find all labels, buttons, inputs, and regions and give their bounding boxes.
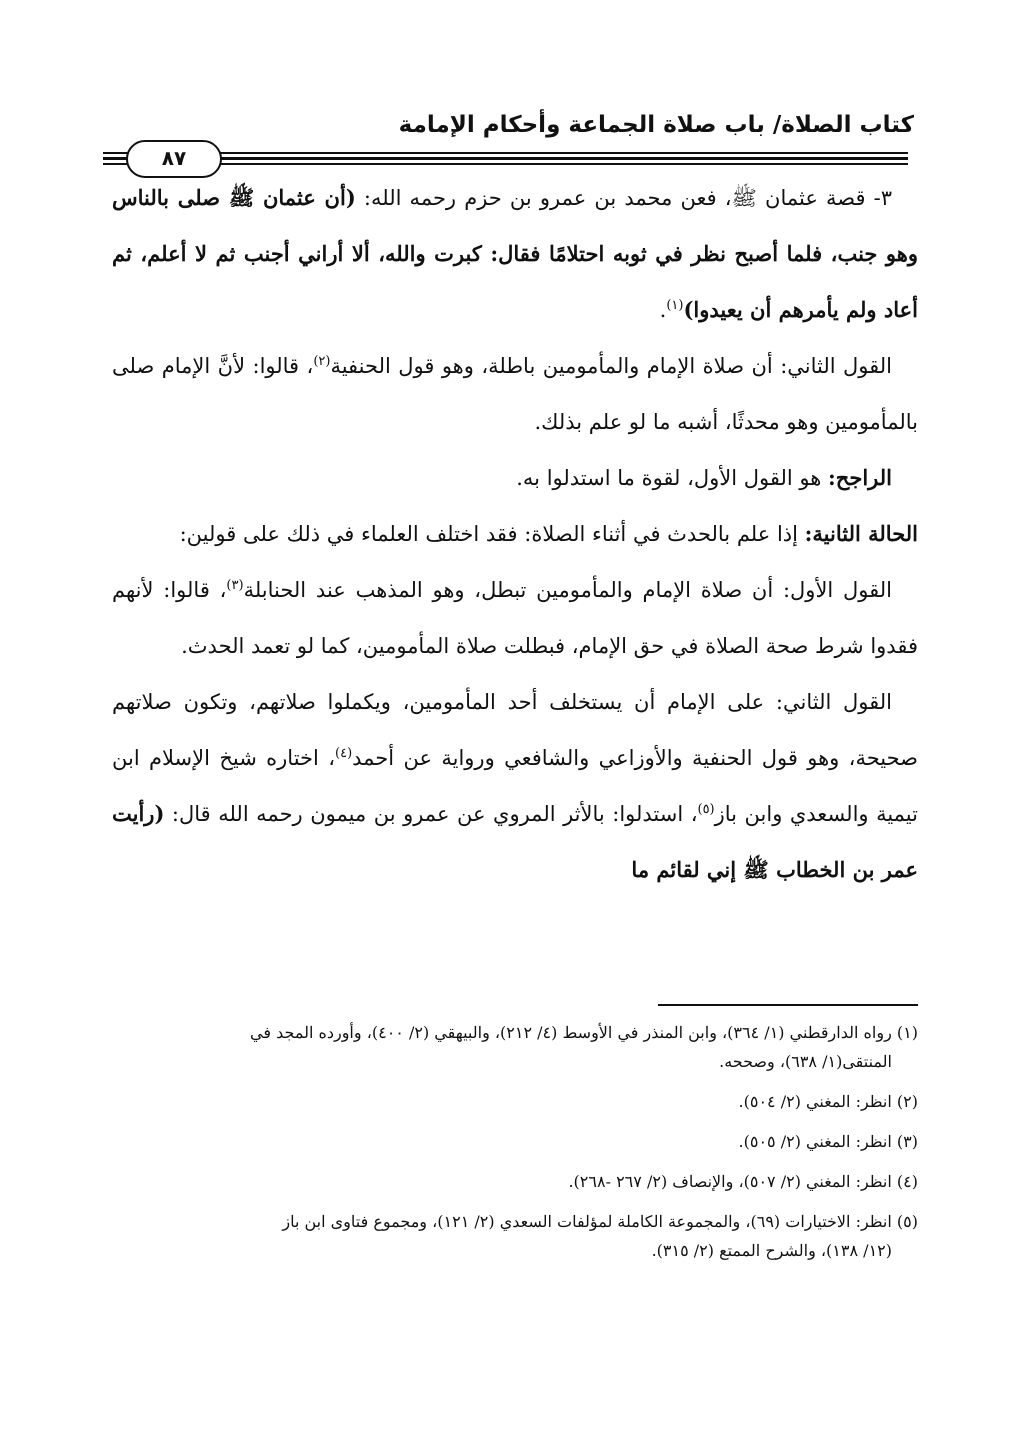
paragraph-4-text: إذا علم بالحدث في أثناء الصلاة: فقد اختلف العلماء في ذلك على قولين: bbox=[179, 522, 798, 546]
footnote-ref-4[interactable]: (٤) bbox=[335, 746, 353, 761]
paragraph-6-quote: (رأيت عمر بن الخطاب ﷺ إني لقائم ما bbox=[112, 801, 918, 882]
header-rule-line-middle bbox=[103, 157, 908, 160]
footnote-ref-3[interactable]: (٣) bbox=[226, 578, 244, 593]
paragraph-6-rest: ، استدلوا: بالأثر المروي عن عمرو بن ميمون رحمه الله قال: bbox=[171, 802, 698, 826]
paragraph-2-rest: ، قالوا: لأنَّ الإمام صلى بالمأمومين وهو محدثًا، أشبه ما لو علم بذلك. bbox=[112, 354, 918, 434]
header-rule bbox=[103, 150, 908, 166]
paragraph-5-rest: ، قالوا: لأنهم فقدوا شرط صحة الصلاة في حق الإمام، فبطلت صلاة المأمومين، كما لو تعمد الحدث. bbox=[112, 578, 918, 658]
page-number: ٨٧ bbox=[126, 140, 222, 178]
footnote-number: (٤) bbox=[896, 1172, 918, 1191]
paragraph-2-text: القول الثاني: أن صلاة الإمام والمأمومين باطلة، وهو قول الحنفية bbox=[330, 354, 893, 378]
footnote-4 bbox=[112, 1167, 918, 1196]
paragraph-1: ٣- قصة عثمان ﷺ، فعن محمد بن عمرو بن حزم رحمه الله: (أن عثمان ﷺ صلى بالناس وهو جنب، فلما أصبح نظر في ثوبه احتلامًا فقال: كبرت والله، ألا أراني أجنب ثم لا أعلم، ثم أعاد ولم يأمرهم أن يعيدوا)$^{(١)}$. bbox=[112, 185, 918, 322]
paragraph-6 bbox=[112, 674, 918, 898]
footnote-continuation: (١٢/ ١٣٨)، والشرح الممتع (٢/ ٣١٥). bbox=[651, 1241, 892, 1260]
paragraph-3-text: هو القول الأول، لقوة ما استدلوا به. bbox=[516, 466, 822, 490]
footnote-separator bbox=[658, 1004, 918, 1006]
footnote-text: انظر: المغني (٢/ ٥٠٧)، والإنصاف (٢/ ٢٦٧ -٢٦٨). bbox=[568, 1172, 892, 1191]
running-title: كتاب الصلاة/ باب صلاة الجماعة وأحكام الإمامة bbox=[398, 112, 914, 138]
paragraph-4-label: الحالة الثانية: bbox=[804, 521, 918, 546]
paragraph-3 bbox=[112, 450, 918, 506]
footnote-2 bbox=[112, 1087, 918, 1116]
footnote-3 bbox=[112, 1127, 918, 1156]
paragraph-5-text: القول الأول: أن صلاة الإمام والمأمومين تبطل، وهو المذهب عند الحنابلة bbox=[243, 578, 892, 602]
footnote-ref-1[interactable]: (١) bbox=[666, 298, 684, 313]
header-rule-line-bottom bbox=[103, 163, 908, 165]
paragraph-2 bbox=[112, 338, 918, 450]
paragraph-3-label: الراجح: bbox=[828, 465, 892, 490]
footnote-number: (١) bbox=[896, 1023, 918, 1042]
header-rule-line-top bbox=[103, 152, 908, 154]
footnote-text: انظر: الاختيارات (٦٩)، والمجموعة الكاملة لمؤلفات السعدي (٢/ ١٢١)، ومجموع فتاوى ابن باز bbox=[282, 1212, 892, 1231]
footnote-text: انظر: المغني (٢/ ٥٠٤). bbox=[738, 1092, 892, 1111]
paragraph-5 bbox=[112, 562, 918, 674]
paragraph-6-text: القول الثاني: على الإمام أن يستخلف أحد المأمومين، ويكملوا صلاتهم، وتكون صلاتهم صحيحة، وهو قول الحنفية والأوزاعي والشافعي ورواية عن أحمد bbox=[112, 690, 918, 770]
footnote-ref-5[interactable]: (٥) bbox=[697, 802, 715, 817]
footnote-number: (٣) bbox=[896, 1132, 918, 1151]
footnote-5 bbox=[112, 1207, 918, 1265]
footnotes bbox=[112, 1018, 918, 1276]
footnote-ref-2[interactable]: (٢) bbox=[313, 354, 331, 369]
footnote-text: رواه الدارقطني (١/ ٣٦٤)، وابن المنذر في الأوسط (٤/ ٢١٢)، والبيهقي (٢/ ٤٠٠)، وأورده المجد في bbox=[250, 1023, 892, 1042]
paragraph-4 bbox=[112, 506, 918, 562]
footnote-1 bbox=[112, 1018, 918, 1076]
main-text bbox=[112, 170, 918, 898]
footnote-text: انظر: المغني (٢/ ٥٠٥). bbox=[738, 1132, 892, 1151]
paragraph-6-mid: ، اختاره شيخ الإسلام ابن تيمية والسعدي وابن باز bbox=[112, 746, 918, 826]
paragraph-1-quote: (أن عثمان ﷺ صلى بالناس وهو جنب، فلما أصبح نظر في ثوبه احتلامًا فقال: كبرت والله، ألا أراني أجنب ثم لا أعلم، ثم أعاد ولم يأمرهم أن يعيدوا) bbox=[112, 185, 918, 322]
footnote-number: (٢) bbox=[896, 1092, 918, 1111]
footnote-number: (٥) bbox=[896, 1212, 918, 1231]
paragraph-1-intro: ٣- قصة عثمان ﷺ، فعن محمد بن عمرو بن حزم رحمه الله: bbox=[363, 186, 892, 210]
footnote-continuation: المنتقى(١/ ٦٣٨)، وصححه. bbox=[719, 1052, 892, 1071]
